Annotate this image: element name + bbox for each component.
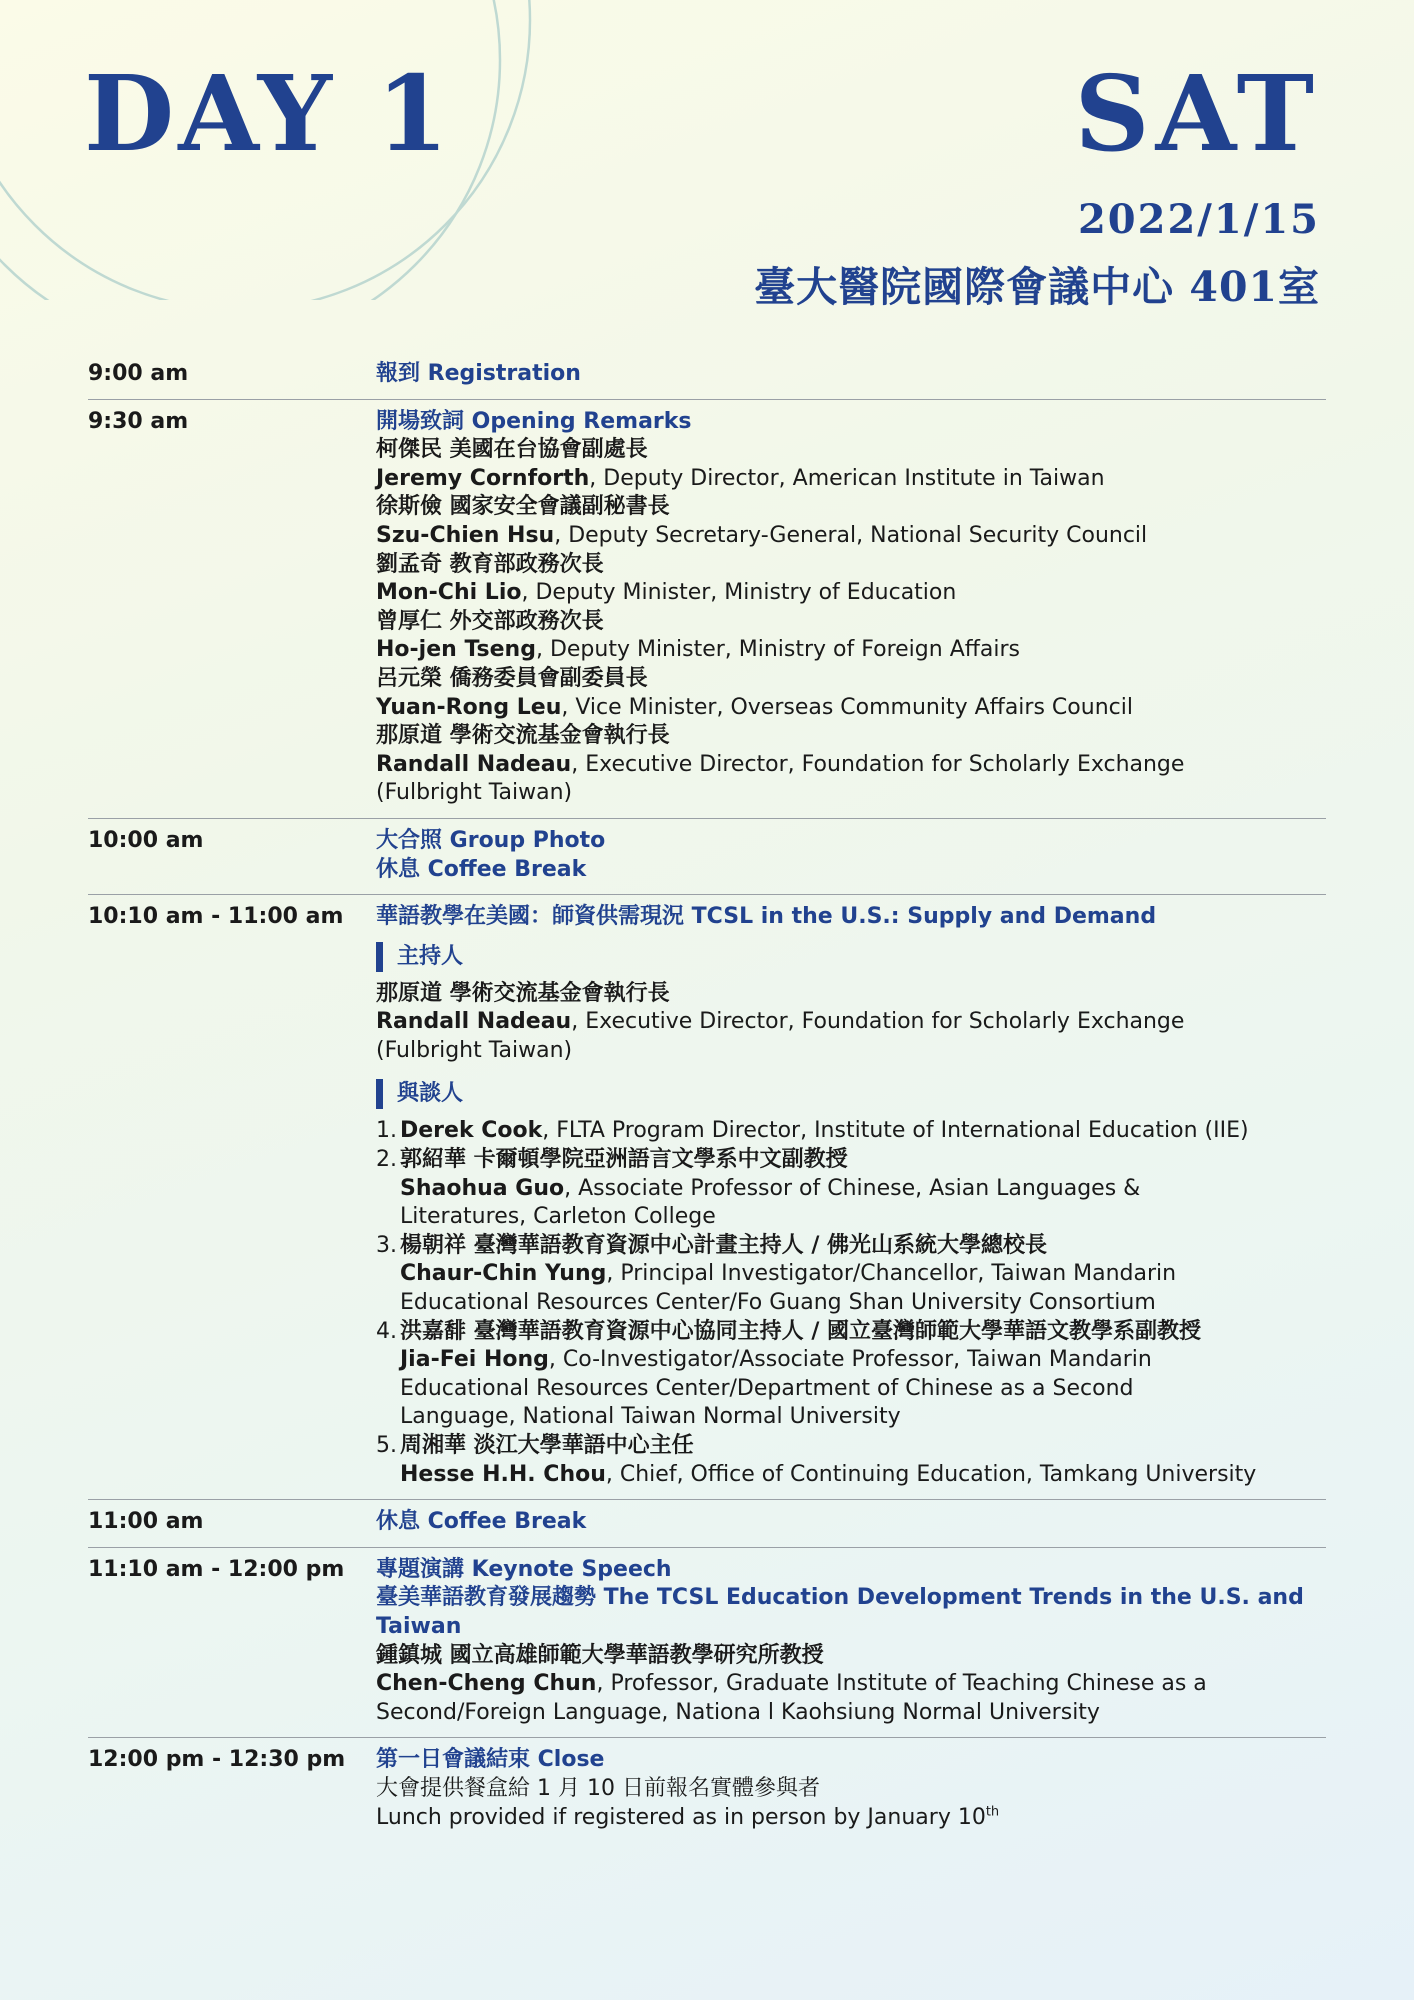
speaker-name: Jia-Fei Hong — [400, 1347, 549, 1373]
speaker-role-continued: Language, National Taiwan Normal University — [400, 1404, 901, 1430]
lunch-note-en — [376, 1804, 1326, 1833]
speaker-role: , Co-Investigator/Associate Professor, Taiwan Mandarin — [548, 1347, 1152, 1373]
speaker-name: Szu-Chien Hsu — [376, 522, 555, 548]
speaker-role: , Deputy Minister, Ministry of Foreign Affairs — [535, 637, 1021, 663]
venue: 臺大醫院國際會議中心 401室 — [754, 263, 1320, 311]
speaker-zh: 周湘華 淡江大學華語中心主任 — [400, 1433, 694, 1458]
session-content — [376, 408, 1326, 808]
schedule-row — [88, 818, 1326, 894]
speaker-entry — [376, 493, 1326, 550]
session-content — [376, 1746, 1326, 1832]
panelists-heading: 與談人 — [376, 1079, 1326, 1109]
speaker-name: Shaohua Guo — [400, 1175, 565, 1201]
panelist-item — [376, 1232, 1326, 1318]
speaker-role: , Executive Director, Foundation for Scholarly Exchange — [571, 1009, 1185, 1035]
session-title: 華語教學在美國：師資供需現況 TCSL in the U.S.: Supply and Demand — [376, 904, 1157, 930]
panelist-number: 4. — [376, 1318, 397, 1344]
speaker-zh: 郭紹華 卡爾頓學院亞洲語言文學系中文副教授 — [400, 1147, 848, 1173]
day-title: DAY 1 — [84, 52, 453, 175]
session-title: 休息 Coffee Break — [376, 1509, 587, 1535]
speaker-role-continued: (Fulbright Taiwan) — [376, 1037, 573, 1063]
session-title: 第一日會議結束 Close — [376, 1747, 605, 1773]
keynote-title: 臺美華語教育發展趨勢 The TCSL Education Development Trends in the U.S. and — [376, 1585, 1304, 1611]
speaker-entry — [376, 608, 1326, 665]
speaker-name: Yuan-Rong Leu — [376, 694, 562, 720]
speaker-role-continued: Literatures, Carleton College — [400, 1204, 716, 1230]
speaker-name: Mon-Chi Lio — [376, 580, 522, 606]
panelist-list — [376, 1117, 1326, 1489]
speaker-role-continued: (Fulbright Taiwan) — [376, 780, 573, 806]
speaker-name: Hesse H.H. Chou — [400, 1461, 606, 1487]
session-time: 12:00 pm - 12:30 pm — [88, 1747, 346, 1773]
lunch-note-text: Lunch provided if registered as in person by January 10 — [376, 1804, 986, 1830]
speaker-entry — [376, 722, 1326, 808]
session-content — [376, 1556, 1326, 1728]
session-title: 開場致詞 Opening Remarks — [376, 408, 692, 434]
schedule-row — [88, 894, 1326, 1499]
session-time: 11:10 am - 12:00 pm — [88, 1556, 345, 1582]
session-title: 大合照 Group Photo — [376, 827, 606, 853]
session-title: 休息 Coffee Break — [376, 856, 587, 882]
session-time: 9:30 am — [88, 408, 189, 434]
schedule-row — [88, 1737, 1326, 1842]
speaker-role: , FLTA Program Director, Institute of International Education (IIE) — [542, 1118, 1249, 1144]
speaker-zh: 劉孟奇 教育部政務次長 — [376, 551, 604, 577]
speaker-zh: 柯傑民 美國在台協會副處長 — [376, 437, 648, 463]
speaker-zh: 徐斯儉 國家安全會議副秘書長 — [376, 494, 670, 520]
session-content — [376, 903, 1326, 1489]
speaker-zh: 洪嘉馡 臺灣華語教育資源中心協同主持人 / 國立臺灣師範大學華語文教學系副教授 — [400, 1318, 1202, 1344]
panelist-item — [376, 1318, 1326, 1432]
keynote-title-continued: Taiwan — [376, 1613, 462, 1639]
speaker-role: , Deputy Director, American Institute in Taiwan — [589, 465, 1105, 491]
speaker-name: Jeremy Cornforth — [376, 465, 590, 491]
panelist-item — [376, 1117, 1326, 1146]
speaker-role-continued: Second/Foreign Language, Nationa l Kaohsiung Normal University — [376, 1699, 1100, 1725]
panelist-item — [376, 1432, 1326, 1489]
speaker-role: , Associate Professor of Chinese, Asian Languages & — [564, 1175, 1141, 1201]
speaker-entry — [376, 551, 1326, 608]
panelist-number: 3. — [376, 1232, 397, 1258]
session-time: 10:00 am — [88, 827, 204, 853]
schedule-row — [88, 352, 1326, 399]
weekday: SAT — [1074, 52, 1320, 175]
speaker-zh: 曾厚仁 外交部政務次長 — [376, 608, 604, 634]
speaker-role: , Deputy Minister, Ministry of Education — [521, 580, 957, 606]
speaker-role: , Executive Director, Foundation for Scholarly Exchange — [571, 751, 1185, 777]
event-date: 2022/1/15 — [1077, 196, 1320, 243]
moderator-entry — [376, 980, 1326, 1066]
speaker-zh: 鍾鎮城 國立高雄師範大學華語教學研究所教授 — [376, 1642, 824, 1668]
session-time: 10:10 am - 11:00 am — [88, 904, 344, 930]
speaker-role: , Deputy Secretary-General, National Security Council — [554, 522, 1148, 548]
schedule-row — [88, 1499, 1326, 1547]
speaker-role: , Chief, Office of Continuing Education, Tamkang University — [605, 1461, 1257, 1487]
speaker-entry — [376, 665, 1326, 722]
speaker-name: Derek Cook — [400, 1118, 543, 1144]
session-title: 專題演講 Keynote Speech — [376, 1556, 672, 1582]
speaker-name: Chaur-Chin Yung — [400, 1261, 607, 1287]
speaker-name: Ho-jen Tseng — [376, 637, 536, 663]
speaker-zh: 楊朝祥 臺灣華語教育資源中心計畫主持人 / 佛光山系統大學總校長 — [400, 1232, 1048, 1258]
panelist-number: 1. — [376, 1118, 397, 1144]
panelist-number: 2. — [376, 1147, 397, 1173]
speaker-zh: 呂元榮 僑務委員會副委員長 — [376, 665, 648, 691]
speaker-zh: 那原道 學術交流基金會執行長 — [376, 980, 670, 1006]
session-time: 11:00 am — [88, 1509, 204, 1535]
speaker-entry — [376, 436, 1326, 493]
speaker-zh: 那原道 學術交流基金會執行長 — [376, 723, 670, 749]
speaker-name: Randall Nadeau — [376, 751, 572, 777]
speaker-role-continued: Educational Resources Center/Fo Guang Shan University Consortium — [400, 1290, 1156, 1316]
speaker-name: Randall Nadeau — [376, 1009, 572, 1035]
panelist-item — [376, 1146, 1326, 1232]
session-content — [376, 827, 1326, 884]
lunch-note-zh: 大會提供餐盒給 1 月 10 日前報名實體參與者 — [376, 1775, 820, 1801]
schedule-row — [88, 1547, 1326, 1738]
speaker-role: , Principal Investigator/Chancellor, Taiwan Mandarin — [606, 1261, 1177, 1287]
schedule — [88, 352, 1326, 1842]
moderator-heading: 主持人 — [376, 942, 1326, 972]
session-title: 報到 Registration — [376, 361, 581, 386]
ordinal-suffix: th — [985, 1804, 1000, 1820]
session-content — [376, 1508, 1326, 1537]
schedule-row — [88, 399, 1326, 818]
session-time: 9:00 am — [88, 361, 189, 386]
panelist-number: 5. — [376, 1433, 397, 1458]
speaker-name: Chen-Cheng Chun — [376, 1671, 597, 1697]
speaker-role: , Vice Minister, Overseas Community Affairs Council — [561, 694, 1133, 720]
session-content — [376, 360, 1326, 389]
speaker-role-continued: Educational Resources Center/Department of Chinese as a Second — [400, 1375, 1134, 1401]
speaker-role: , Professor, Graduate Institute of Teaching Chinese as a — [596, 1671, 1207, 1697]
